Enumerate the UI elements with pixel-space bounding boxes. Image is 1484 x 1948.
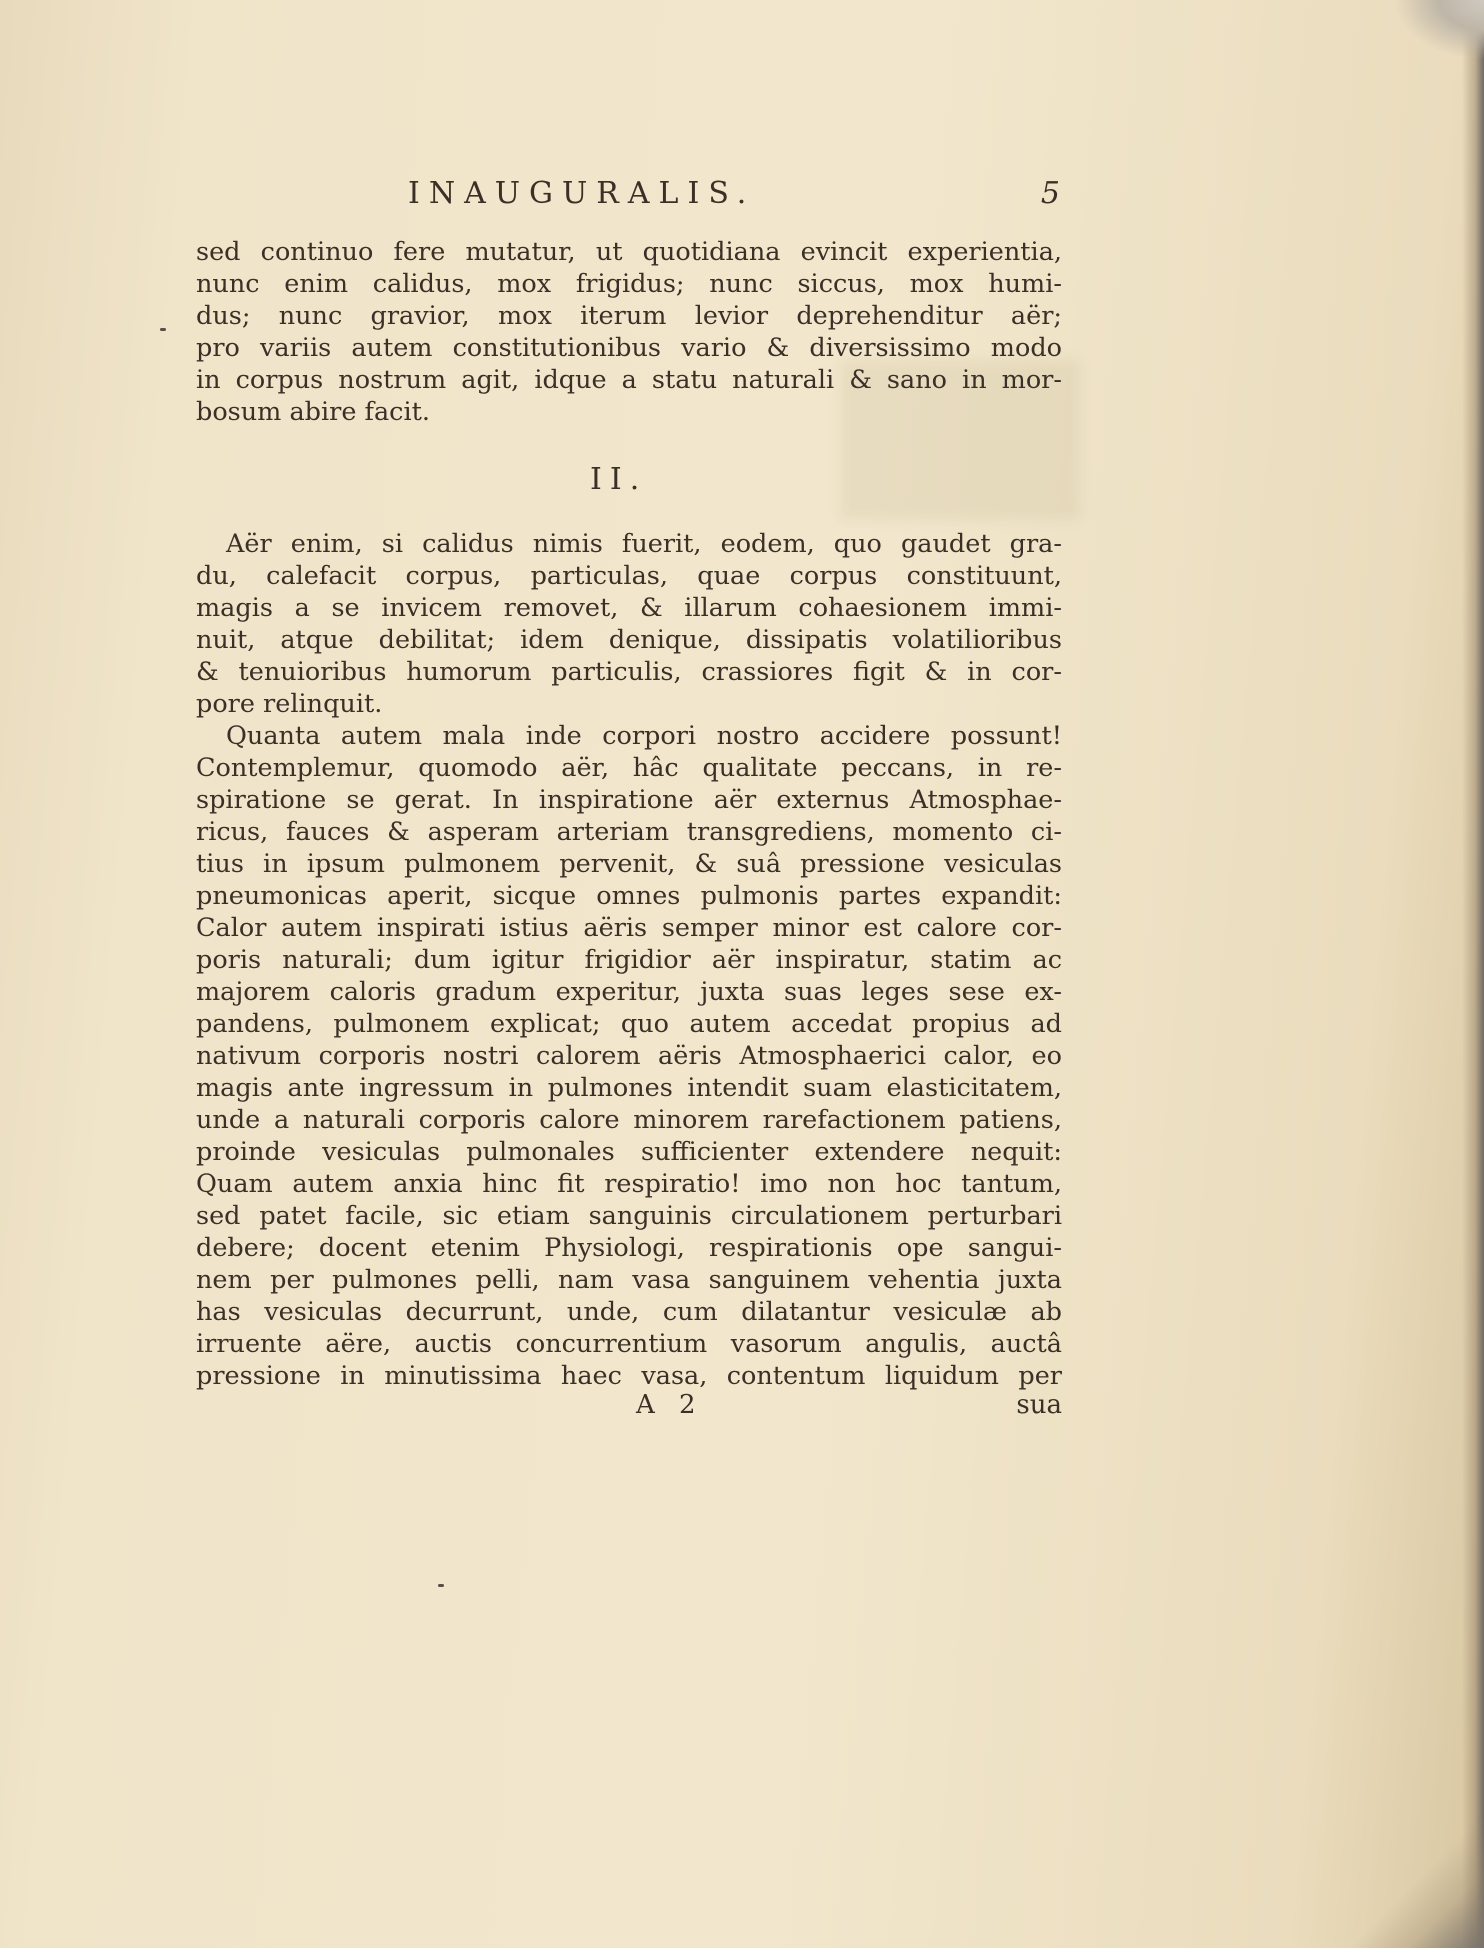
text-line: ricus, fauces & asperam arteriam transgrediens, momento ci- [196,817,1062,847]
text-line: in corpus nostrum agit, idque a statu naturali & sano in mor- [196,365,1062,395]
text-line: pandens, pulmonem explicat; quo autem accedat propius ad [196,1009,1062,1039]
text-line: du, calefacit corpus, particulas, quae corpus constituunt, [196,561,1062,591]
page-number: 5 [1040,176,1060,211]
torn-corner [1394,0,1484,60]
page-edge [1462,0,1484,1948]
page-header [200,176,1060,212]
text-line: proinde vesiculas pulmonales sufficienter extendere nequit: [196,1137,1062,1167]
text-line: Aër enim, si calidus nimis fuerit, eodem, quo gaudet gra- [226,529,1062,559]
text-line: poris naturali; dum igitur frigidior aër inspiratur, statim ac [196,945,1062,975]
text-line: has vesiculas decurrunt, unde, cum dilatantur vesiculæ ab [196,1297,1062,1327]
text-line: magis a se invicem removet, & illarum cohaesionem immi- [196,593,1062,623]
paragraph-3 [196,720,1062,1392]
text-line: Contemplemur, quomodo aër, hâc qualitate peccans, in re- [196,753,1062,783]
running-title: INAUGURALIS. [408,176,756,211]
section-heading: II. [590,462,648,497]
text-line: pro variis autem constitutionibus vario & diversissimo modo [196,333,1062,363]
text-line: majorem caloris gradum experitur, juxta suas leges sese ex- [196,977,1062,1007]
worn-corner [1344,1788,1484,1948]
text-line: nuit, atque debilitat; idem denique, dissipatis volatilioribus [196,625,1062,655]
text-line: nativum corporis nostri calorem aëris Atmosphaerici calor, eo [196,1041,1062,1071]
text-line: sed continuo fere mutatur, ut quotidiana evincit experientia, [196,237,1062,267]
paragraph-1 [196,236,1062,428]
text-line: nem per pulmones pelli, nam vasa sanguinem vehentia juxta [196,1265,1062,1295]
text-line: Quam autem anxia hinc fit respiratio! imo non hoc tantum, [196,1169,1062,1199]
signature-mark: A 2 [636,1390,704,1420]
text-line: nunc enim calidus, mox frigidus; nunc siccus, mox humi- [196,269,1062,299]
text-line: Calor autem inspirati istius aëris semper minor est calore cor- [196,913,1062,943]
text-line: pneumonicas aperit, sicque omnes pulmonis partes expandit: [196,881,1062,911]
text-line: spiratione se gerat. In inspiratione aër externus Atmosphae- [196,785,1062,815]
ink-speck [160,328,166,331]
text-line: pressione in minutissima haec vasa, contentum liquidum per [196,1361,1062,1391]
text-line: debere; docent etenim Physiologi, respirationis ope sangui- [196,1233,1062,1263]
text-line: & tenuioribus humorum particulis, crassiores figit & in cor- [196,657,1062,687]
text-line: sed patet facile, sic etiam sanguinis circulationem perturbari [196,1201,1062,1231]
text-line: dus; nunc gravior, mox iterum levior deprehenditur aër; [196,301,1062,331]
text-line: unde a naturali corporis calore minorem rarefactionem patiens, [196,1105,1062,1135]
text-line: magis ante ingressum in pulmones intendit suam elasticitatem, [196,1073,1062,1103]
catchword: sua [1016,1390,1062,1420]
text-line: Quanta autem mala inde corpori nostro accidere possunt! [226,721,1062,751]
text-line: irruente aëre, auctis concurrentium vasorum angulis, auctâ [196,1329,1062,1359]
page-footer [196,1390,1062,1422]
text-line: bosum abire facit. [196,397,430,427]
text-line: pore relinquit. [196,689,383,719]
text-line: tius in ipsum pulmonem pervenit, & suâ pressione vesiculas [196,849,1062,879]
paragraph-2 [196,528,1062,720]
ink-speck [438,1584,444,1587]
